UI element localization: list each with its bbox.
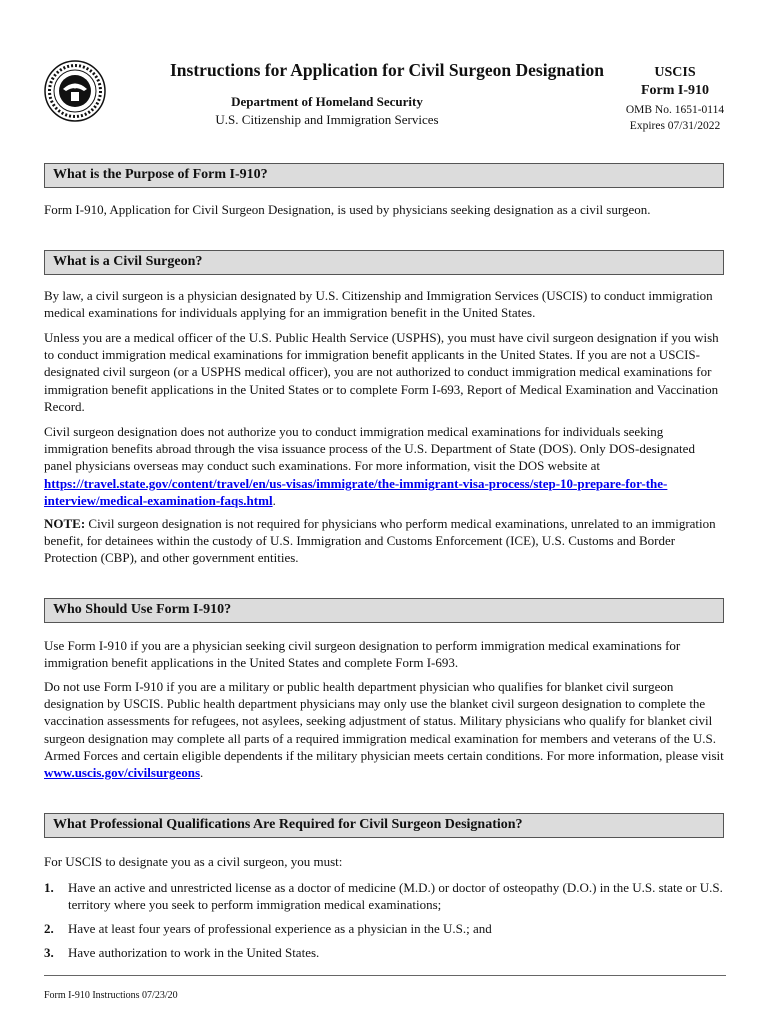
dos-website-link[interactable]: https://travel.state.gov/content/travel/en/us-visas/immigrate/the-immigrant-visa-process/step-10-prepare-for-the-interview/medical-examination-faqs.html — [44, 475, 668, 508]
civil-surgeon-paragraph-3 — [44, 423, 726, 509]
who-should-use-paragraph-1: Use Form I-910 if you are a physician seeking civil surgeon designation to perform immigration medical examinations for immigration benefit applications in the United States and complete Form I-693. — [44, 638, 681, 671]
section-heading-who-should-use: Who Should Use Form I-910? — [44, 598, 724, 623]
expiration-date: Expires 07/31/2022 — [629, 120, 721, 132]
list-item-number: 2. — [44, 921, 54, 936]
section-heading-qualifications: What Professional Qualifications Are Required for Civil Surgeon Designation? — [44, 813, 724, 838]
form-id-block — [610, 64, 740, 134]
footer-divider — [44, 975, 726, 976]
dos-text: Civil surgeon designation does not authorize you to conduct immigration medical examinations for individuals seeking immigration benefits abroad through the visa issuance process of the U.S. Department of State (DOS). Only DOS-designated panel physicians overseas may conduct such examinations. For more information, visit the DOS website at — [44, 424, 695, 474]
list-item-number: 3. — [44, 945, 54, 960]
blanket-end: . — [200, 765, 204, 781]
qualifications-intro: For USCIS to designate you as a civil surgeon, you must: — [44, 854, 343, 869]
uscis-civilsurgeons-link[interactable]: www.uscis.gov/civilsurgeons — [44, 765, 201, 781]
omb-number: OMB No. 1651-0114 — [625, 104, 725, 116]
note-paragraph — [44, 515, 726, 567]
dos-end: . — [272, 492, 276, 508]
section-heading-civil-surgeon: What is a Civil Surgeon? — [44, 250, 724, 275]
blanket-text: Do not use Form I-910 if you are a military or public health department physician who qualifies for blanket civil surgeon designation by USCIS. Public health department physicians may only use the blanket civil surgeon designation to complete the vaccination assessments for refugees, not asylees, seeking adjustment of status. Military physicians who qualify for blanket civil surgeon designation may complete all parts of a required immigration medical examination for members and veterans of the U.S. Armed Forces and certain eligible dependents if the military physician meets certain conditions. For more information, please visit — [44, 679, 724, 763]
agency-name: U.S. Citizenship and Immigration Services — [215, 112, 439, 127]
footer-text: Form I-910 Instructions 07/23/20 — [44, 990, 178, 1001]
form-number: Form I-910 — [640, 83, 710, 98]
who-should-use-paragraph-2 — [44, 678, 726, 781]
uscis-label: USCIS — [654, 65, 696, 80]
page-title: Instructions for Application for Civil Surgeon Designation — [170, 60, 604, 80]
note-text: Civil surgeon designation is not required for physicians who perform medical examinations, unrelated to an immigration benefit, for detainees within the custody of U.S. Immigration and Customs Enforcement (ICE), U.S. Customs and Border Protection (CBP), and other government entities. — [44, 516, 716, 566]
note-label: NOTE: — [44, 516, 86, 531]
civil-surgeon-paragraph-1: By law, a civil surgeon is a physician designated by U.S. Citizenship and Immigration Services (USCIS) to conduct immigration medical examinations for individuals applying for an immigration benefit in the United States. — [44, 288, 713, 321]
civil-surgeon-paragraph-2: Unless you are a medical officer of the U.S. Public Health Service (USPHS), you must have civil surgeon designation if you wish to conduct immigration medical examinations for immigration benefit applicants in the United States. If you are not a USCIS-designated civil surgeon (or a USPHS medical officer), you are not authorized to conduct immigration medical examinations for immigration benefit applications in the United States or to complete Form I-693, Report of Medical Examination and Vaccination Record. — [44, 330, 719, 414]
list-item: Have authorization to work in the United States. — [68, 945, 320, 960]
list-item: Have an active and unrestricted license as a doctor of medicine (M.D.) or doctor of osteopathy (D.O.) in the U.S. state or U.S. territory where you seek to perform immigration medical examinations; — [68, 880, 723, 913]
list-item-number: 1. — [44, 880, 54, 895]
department-name: Department of Homeland Security — [231, 94, 423, 109]
list-item: Have at least four years of professional experience as a physician in the U.S.; and — [68, 921, 492, 936]
dhs-seal-icon — [44, 60, 106, 122]
section-heading-purpose: What is the Purpose of Form I-910? — [44, 163, 724, 188]
purpose-paragraph: Form I-910, Application for Civil Surgeon Designation, is used by physicians seeking designation as a civil surgeon. — [44, 202, 651, 217]
